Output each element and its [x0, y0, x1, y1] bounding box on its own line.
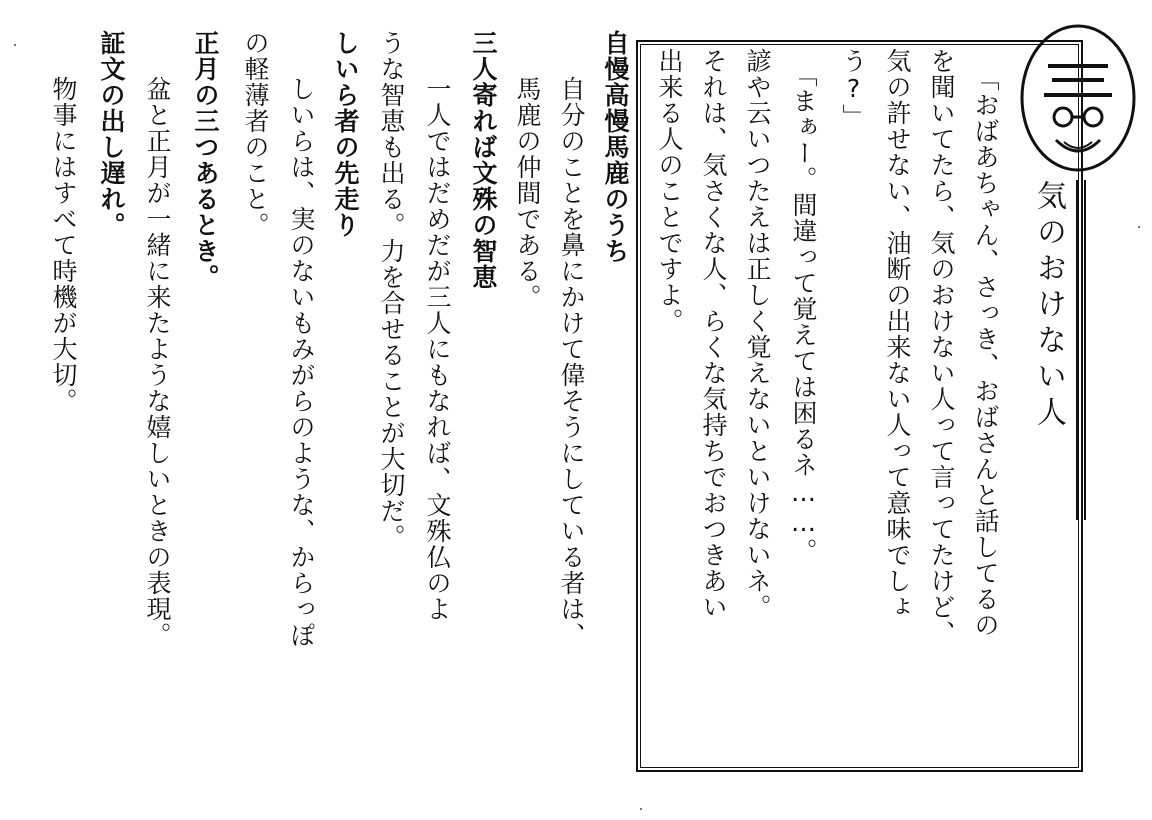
dialogue-line: 「まぁー。間違って覚えては困るネ……。	[789, 62, 818, 564]
proverb-heading: 三人寄れば文殊の智恵	[469, 30, 498, 290]
proverb-heading: しいら者の先走り	[331, 30, 360, 238]
page-title: 気のおけない人	[1031, 180, 1066, 432]
proverb-heading: 正月の三つあるとき。	[191, 30, 220, 290]
dialogue-line: 「おばあちゃん、さっき、おばさんと話してるの	[971, 66, 1000, 638]
proverb-line: の軽薄者のこと。	[241, 30, 270, 238]
proverb-line: 一人ではだめだが三人にもなれば、文殊仏のよ	[423, 76, 452, 622]
proverb-line: 盆と正月が一緒に来たような嬉しいときの表現。	[143, 76, 172, 648]
section-heading: 自慢高慢馬鹿のうち	[601, 30, 630, 264]
scan-speck	[1138, 226, 1140, 228]
dialogue-line: それは、気さくな人、らくな気持ちでおつきあい	[699, 48, 728, 620]
dialogue-line: を聞いてたら、気のおけない人って言ってたけど、	[927, 48, 956, 646]
proverb-line: うな智恵も出る。力を合せることが大切だ。	[377, 30, 406, 550]
proverb-line: しいらは、実のないもみがらのような、からっぽ	[287, 76, 316, 648]
dialogue-line: 諺や云いつたえは正しく覚えないといけないネ。	[743, 48, 772, 620]
dialogue-line: 出来る人のことですよ。	[655, 48, 684, 334]
proverb-line: 自分のことを鼻にかけて偉そうにしている者は、	[557, 76, 586, 648]
scan-speck	[640, 808, 642, 810]
proverb-line: 物事にはすべて時機が大切。	[49, 76, 78, 414]
dialogue-line: う?」	[839, 48, 868, 130]
proverb-line: 馬鹿の仲間である。	[513, 76, 542, 310]
proverb-heading: 証文の出し遅れ。	[97, 30, 126, 238]
scan-speck	[14, 44, 16, 46]
dialogue-line: 気の許せない、油断の出来ない人って意味でしょ	[883, 48, 912, 620]
